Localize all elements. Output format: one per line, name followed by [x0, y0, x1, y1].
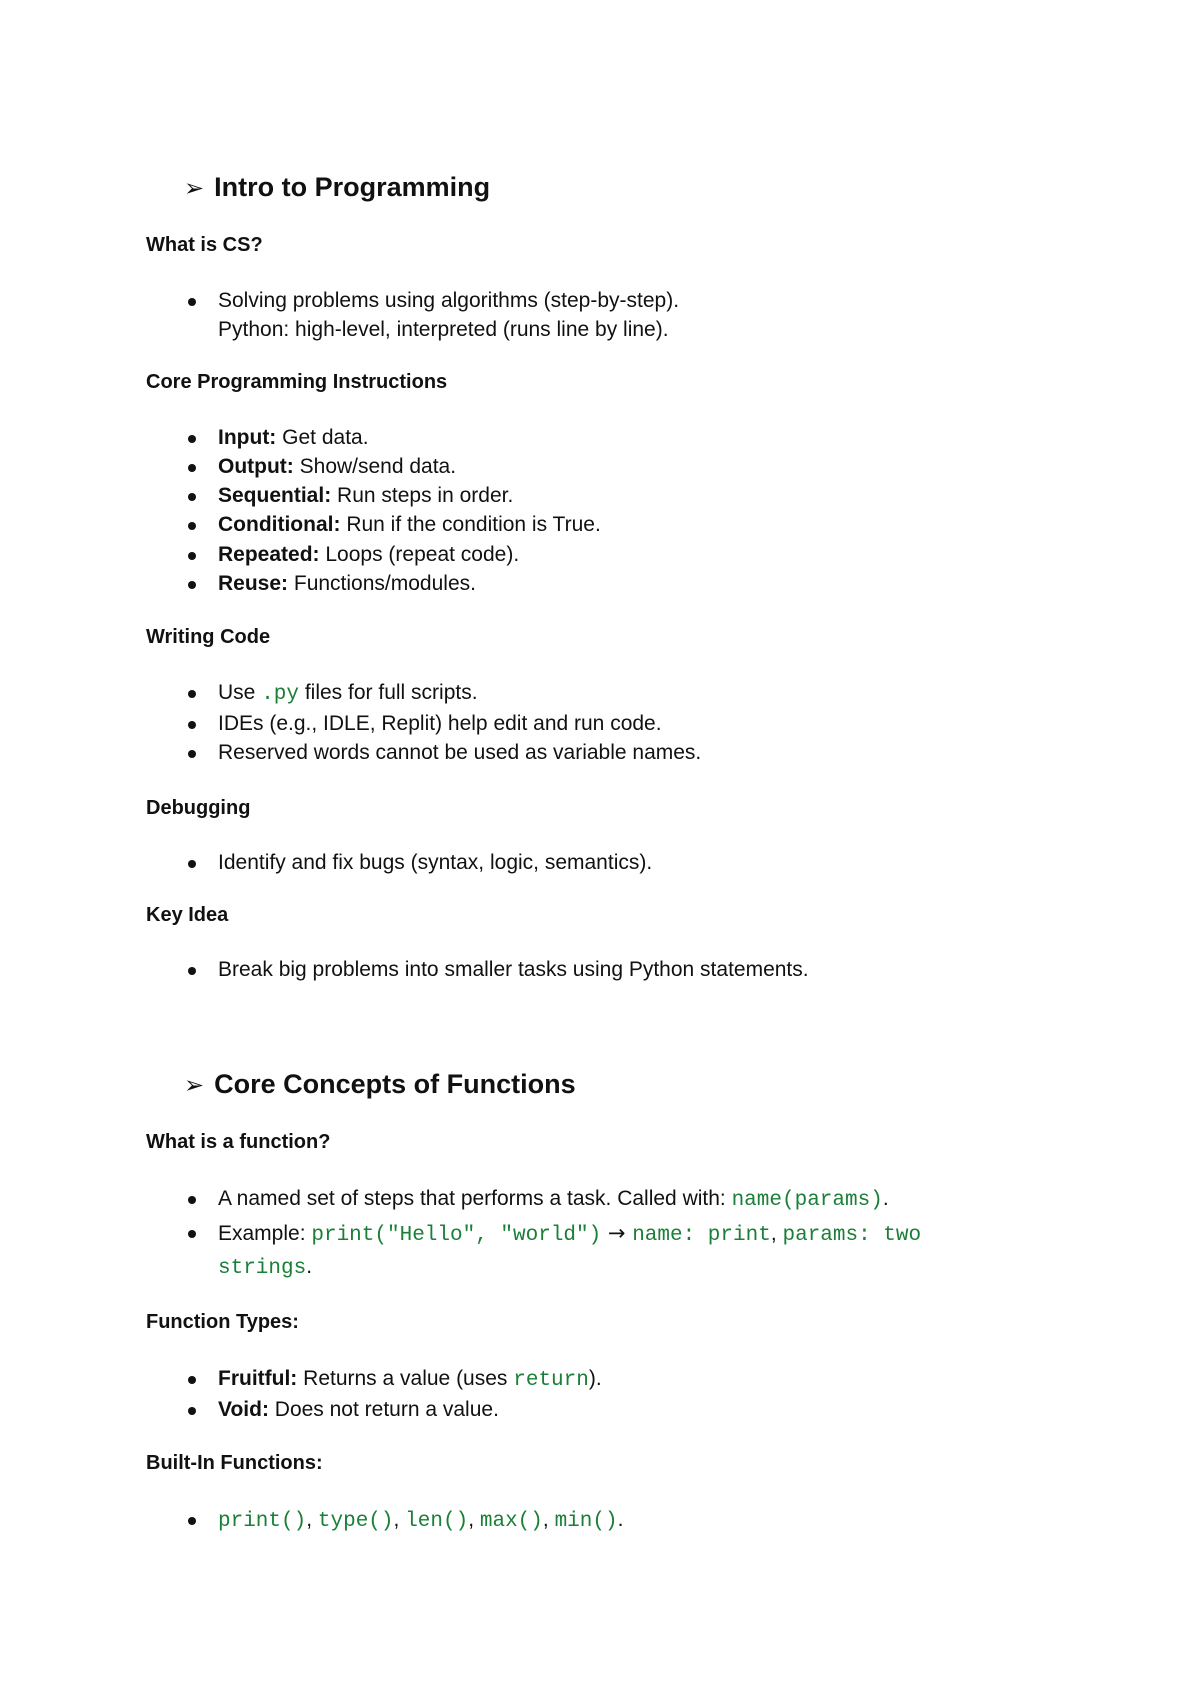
- term-label: Reuse:: [218, 572, 289, 595]
- code-snippet: params: two: [782, 1224, 922, 1247]
- list-item-repeated: [218, 542, 519, 568]
- list-item: [218, 850, 652, 876]
- term-label: Sequential:: [218, 484, 332, 507]
- list-item-text: ,: [393, 1508, 406, 1531]
- list-item-text: Python: high-level, interpreted (runs line by line).: [218, 318, 669, 341]
- list-item: [218, 711, 662, 737]
- term-text: Run steps in order.: [331, 484, 514, 507]
- arrow-bullet-icon: ➢: [184, 174, 205, 202]
- bullet-icon: [188, 967, 196, 975]
- list-item-fruitful: [218, 1366, 602, 1394]
- bullet-icon: [188, 493, 196, 501]
- heading-writing-code: Writing Code: [146, 626, 271, 648]
- list-item: [218, 957, 809, 983]
- list-item-text: Identify and fix bugs (syntax, logic, semantics).: [218, 851, 653, 874]
- term-text: Show/send data.: [293, 455, 457, 478]
- term-text: Run if the condition is True.: [340, 513, 601, 536]
- heading-debugging: Debugging: [146, 797, 251, 819]
- list-item-text: files for full scripts.: [299, 681, 478, 704]
- code-snippet: len(): [405, 1510, 469, 1533]
- list-item-text: .: [306, 1255, 313, 1278]
- term-text: Functions/modules.: [288, 572, 476, 595]
- list-item-continuation: [218, 1254, 312, 1282]
- list-item-conditional: [218, 512, 601, 538]
- list-item-text: Example:: [218, 1222, 312, 1245]
- bullet-icon: [188, 690, 196, 698]
- term-label: Output:: [218, 455, 294, 478]
- list-item-text: Solving problems using algorithms (step-by-step).: [218, 289, 680, 312]
- list-item-output: [218, 454, 456, 480]
- list-item-text: Break big problems into smaller tasks using Python statements.: [218, 958, 809, 981]
- arrow-bullet-icon: ➢: [184, 1071, 205, 1099]
- code-snippet: name(params): [731, 1189, 883, 1212]
- heading-what-is-cs: What is CS?: [146, 234, 263, 256]
- term-label: Repeated:: [218, 543, 320, 566]
- code-snippet: name: print: [632, 1224, 771, 1247]
- term-label: Input:: [218, 426, 277, 449]
- list-item-reuse: [218, 571, 476, 597]
- term-text: Returns a value (uses: [297, 1367, 514, 1390]
- bullet-icon: [188, 552, 196, 560]
- list-item-text: Use: [218, 681, 262, 704]
- code-snippet: type(): [317, 1510, 394, 1533]
- term-text: Does not return a value.: [268, 1398, 499, 1421]
- list-item-text: .: [617, 1508, 624, 1531]
- bullet-icon: [188, 581, 196, 589]
- term-label: Conditional:: [218, 513, 341, 536]
- heading-key-idea: Key Idea: [146, 904, 229, 926]
- section-title-functions: [184, 1069, 576, 1100]
- list-item-text: IDEs (e.g., IDLE, Replit) help edit and run code.: [218, 712, 662, 735]
- list-item-text: ,: [468, 1508, 480, 1531]
- list-item-text: ,: [770, 1222, 783, 1245]
- list-item-text: .: [882, 1187, 889, 1210]
- list-item-input: [218, 425, 369, 451]
- list-item-text: Reserved words cannot be used as variable names.: [218, 741, 702, 764]
- code-snippet: min(): [554, 1510, 618, 1533]
- section-title-text: Core Concepts of Functions: [214, 1069, 576, 1099]
- bullet-icon: [188, 1517, 196, 1525]
- heading-what-is-function: What is a function?: [146, 1131, 331, 1153]
- list-item: [218, 680, 478, 708]
- list-item: [218, 1507, 623, 1535]
- bullet-icon: [188, 860, 196, 868]
- term-text: Loops (repeat code).: [319, 543, 520, 566]
- bullet-icon: [188, 522, 196, 530]
- section-title-text: Intro to Programming: [214, 172, 491, 202]
- list-item: [218, 740, 701, 766]
- code-snippet: .py: [261, 683, 299, 706]
- heading-builtin-functions: Built-In Functions:: [146, 1452, 323, 1474]
- list-item-text: ,: [542, 1508, 555, 1531]
- list-item-sequential: [218, 483, 513, 509]
- code-snippet: strings: [218, 1257, 307, 1280]
- list-item-text: A named set of steps that performs a task. Called with:: [218, 1187, 732, 1210]
- list-item-void: [218, 1397, 499, 1423]
- code-snippet: print(): [218, 1510, 307, 1533]
- code-snippet: print("Hello", "world"): [311, 1224, 602, 1247]
- section-title-intro: [184, 172, 490, 203]
- list-item: [218, 1186, 889, 1214]
- bullet-icon: [188, 464, 196, 472]
- bullet-icon: [188, 750, 196, 758]
- bullet-icon: [188, 1230, 196, 1238]
- code-snippet: max(): [479, 1510, 543, 1533]
- bullet-icon: [188, 1407, 196, 1415]
- term-label: Void:: [218, 1398, 269, 1421]
- list-item: [218, 288, 679, 314]
- code-snippet: return: [513, 1369, 589, 1392]
- term-label: Fruitful:: [218, 1367, 298, 1390]
- heading-function-types: Function Types:: [146, 1311, 299, 1333]
- bullet-icon: [188, 1196, 196, 1204]
- term-text: Get data.: [276, 426, 369, 449]
- right-arrow-icon: →: [601, 1221, 633, 1245]
- bullet-icon: [188, 298, 196, 306]
- term-text: ).: [588, 1367, 602, 1390]
- list-item-continuation: [218, 317, 669, 343]
- list-item: [218, 1220, 921, 1249]
- bullet-icon: [188, 721, 196, 729]
- heading-core-instructions: Core Programming Instructions: [146, 371, 448, 393]
- bullet-icon: [188, 1376, 196, 1384]
- list-item-text: ,: [306, 1508, 318, 1531]
- bullet-icon: [188, 435, 196, 443]
